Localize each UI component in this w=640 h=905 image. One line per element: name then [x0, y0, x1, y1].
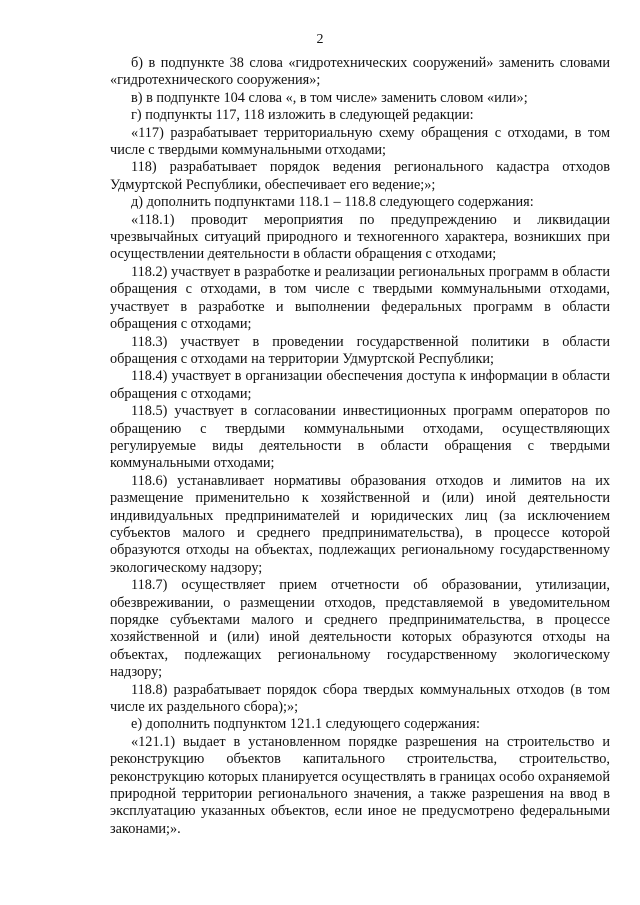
paragraph-118-5: 118.5) участвует в согласовании инвестиционных программ операторов по обращению с твердыми коммунальными отходами, осуществляющих регулируемые виды деятельности в области обращения с твердыми коммунальными отходами;: [110, 403, 610, 472]
document-body: [110, 55, 610, 838]
paragraph-118-1: «118.1) проводит мероприятия по предупреждению и ликвидации чрезвычайных ситуаций природного и техногенного характера, возникших при осуществлении деятельности в области обращения с отходами;: [110, 211, 610, 263]
paragraph-g: г) подпункты 117, 118 изложить в следующей редакции:: [131, 107, 474, 124]
paragraph-118-3: 118.3) участвует в проведении государственной политики в области обращения с отходами на территории Удмуртской Республики;: [110, 333, 610, 367]
paragraph-118-2: 118.2) участвует в разработке и реализации региональных программ в области обращения с отходами, в том числе с твердыми коммунальными отходами, участвует в разработке и выполнении федеральных программ в области обращения с отходами;: [110, 263, 610, 333]
paragraph-118-7: 118.7) осуществляет прием отчетности об образовании, утилизации, обезвреживании, о размещении отходов, представляемой в уведомительном порядке субъектами малого и среднего предпринимательства, в процессе хозяйственной и (или) иной деятельности которых образуются отходы на объектах, подлежащих региональному государственному экологическому надзору;: [110, 577, 610, 681]
paragraph-118-4: 118.4) участвует в организации обеспечения доступа к информации в области обращения с отходами;: [110, 368, 610, 402]
paragraph-e: е) дополнить подпунктом 121.1 следующего содержания:: [131, 716, 480, 733]
paragraph-d: д) дополнить подпунктами 118.1 – 118.8 следующего содержания:: [131, 194, 534, 211]
paragraph-b: б) в подпункте 38 слова «гидротехнических сооружений» заменить словами «гидротехнического сооружения»;: [110, 55, 610, 89]
paragraph-121-1: «121.1) выдает в установленном порядке разрешения на строительство и реконструкцию объектов капитального строительства, строительство, реконструкцию которых планируется осуществлять в границах особо охраняемой природной территории регионального значения, а также разрешения на ввод в эксплуатацию указанных объектов, если иное не предусмотрено федеральными законами;».: [110, 733, 610, 837]
paragraph-118-6: 118.6) устанавливает нормативы образования отходов и лимитов на их размещение применительно к хозяйственной и (или) иной деятельности индивидуальных предпринимателей и юридических лиц (за исключением субъектов малого и среднего предпринимательства), в процессе которой образуются отходы на объектах, подлежащих региональному государственному экологическому надзору;: [110, 472, 610, 576]
page-number: 2: [316, 32, 324, 47]
paragraph-118: 118) разрабатывает порядок ведения регионального кадастра отходов Удмуртской Республики, обеспечивает его ведение;»;: [110, 159, 610, 193]
paragraph-117: «117) разрабатывает территориальную схему обращения с отходами, в том числе с твердыми коммунальными отходами;: [110, 124, 610, 159]
paragraph-118-8: 118.8) разрабатывает порядок сбора твердых коммунальных отходов (в том числе их раздельного сбора);»;: [110, 681, 610, 716]
paragraph-v: в) в подпункте 104 слова «, в том числе» заменить словом «или»;: [131, 89, 528, 106]
